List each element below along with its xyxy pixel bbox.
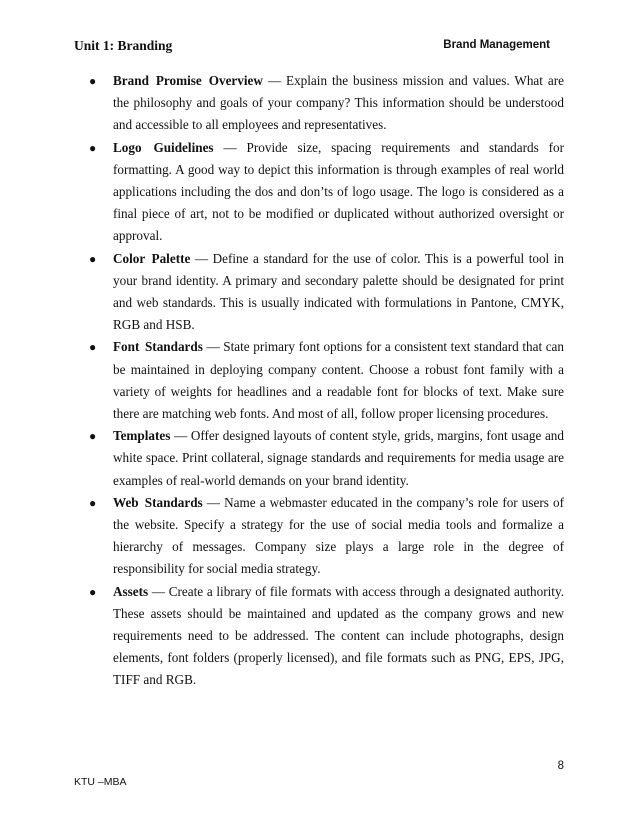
item-dash: — — [190, 250, 213, 266]
list-item — [88, 70, 564, 137]
bullet-icon: ● — [89, 340, 97, 355]
item-term: Templates — [113, 428, 171, 444]
item-text: State primary font options for a consistent text standard that can be maintained in deploying company content. Choose a robust font family with a variety of weights for headlines and a readable font for blocks of text. Make sure there are matching web fonts. And most of all, follow proper licensing procedures. — [113, 339, 565, 422]
bullet-icon: ● — [89, 584, 97, 599]
footer-label: KTU –MBA — [74, 776, 127, 788]
item-dash: — — [213, 139, 247, 155]
bullet-icon: ● — [89, 251, 97, 266]
item-term: Font Standards — [113, 339, 203, 355]
list-item — [88, 336, 564, 425]
item-dash: — — [170, 428, 191, 444]
list-item — [88, 137, 564, 248]
item-text: Define a standard for the use of color. This is a powerful tool in your brand identity. A primary and secondary palette should be designated for print and web standards. This is usually indicated with formulations in Pantone, CMYK, RGB and HSB. — [113, 250, 565, 333]
page-header — [74, 38, 564, 56]
item-text: Name a webmaster educated in the company’s role for users of the website. Specify a strategy for the use of social media tools and formalize a hierarchy of messages. Company size plays a large role in the degree of responsibility for social media strategy. — [113, 494, 565, 577]
item-text: Offer designed layouts of content style, grids, margins, font usage and white space. Print collateral, signage standards and requirements for media usage are examples of real-world demands on your brand identity. — [113, 428, 564, 488]
bullet-icon: ● — [89, 429, 97, 444]
item-dash: — — [202, 494, 225, 510]
list-item — [88, 581, 564, 692]
bullet-icon: ● — [89, 140, 97, 155]
brand-guideline-list — [88, 70, 564, 692]
item-term: Assets — [113, 583, 149, 599]
bullet-icon: ● — [89, 74, 97, 88]
item-dash: — — [202, 339, 224, 355]
list-item — [88, 248, 564, 337]
item-term: Brand Promise Overview — [113, 73, 263, 88]
page-number: 8 — [557, 760, 564, 772]
list-item — [88, 492, 564, 581]
list-item — [88, 425, 564, 492]
item-dash: — — [148, 583, 169, 599]
item-text: Create a library of file formats with access through a designated authority. These assets should be maintained and updated as the company grows and new requirements need to be addressed. The content can include photographs, design elements, font folders (properly licensed), and file formats such as PNG, EPS, JPG, TIFF and RGB. — [113, 583, 564, 688]
document-body — [88, 70, 564, 692]
item-text: Explain the business mission and values. What are the philosophy and goals of your company? This information should be understood and accessible to all employees and representatives. — [113, 73, 564, 133]
course-title: Brand Management — [443, 39, 550, 51]
item-text: Provide size, spacing requirements and standards for formatting. A good way to depict this information is through examples of real world applications including the dos and don’ts of logo usage. The logo is considered as a final piece of art, not to be modified or duplicated without authorized oversight or approval. — [113, 139, 565, 244]
item-term: Web Standards — [113, 494, 203, 510]
item-term: Logo Guidelines — [113, 139, 214, 155]
bullet-icon: ● — [89, 495, 97, 510]
item-dash: — — [262, 73, 287, 88]
unit-title: Unit 1: Branding — [74, 38, 173, 53]
item-term: Color Palette — [113, 250, 191, 266]
